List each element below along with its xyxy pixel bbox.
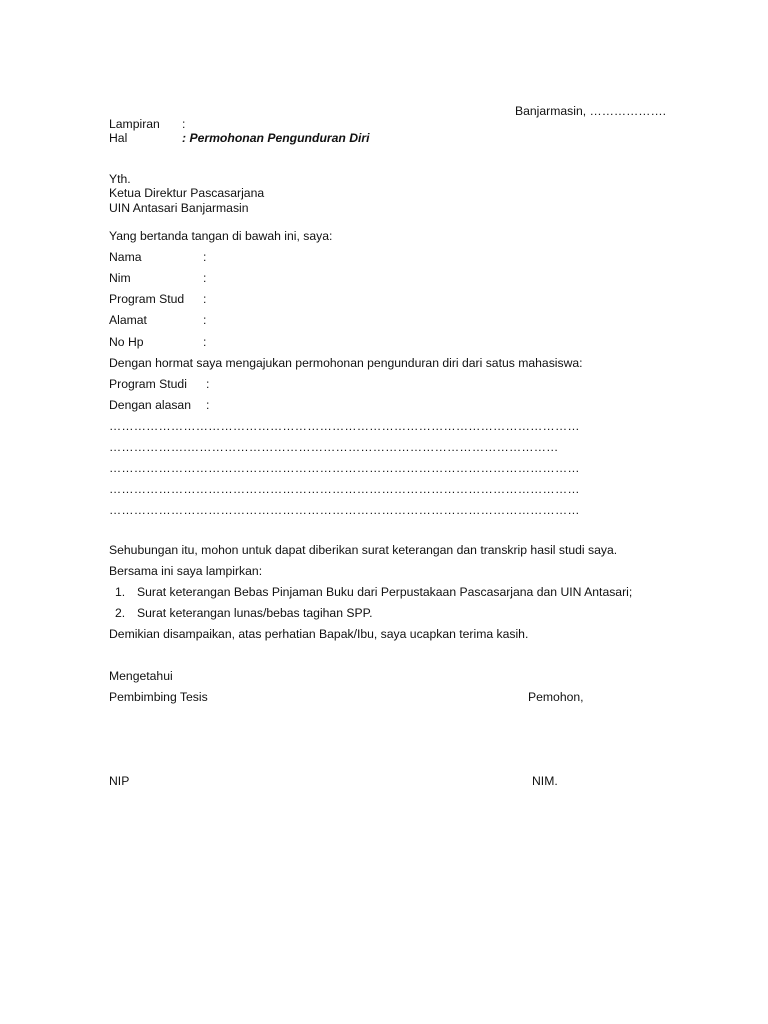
attachment-number-1: 1.	[115, 585, 126, 599]
nim-label: NIM.	[532, 774, 558, 788]
field-colon-program-stud: :	[203, 292, 207, 306]
lampirkan-text: Bersama ini saya lampirkan:	[109, 564, 263, 578]
request-statement: Dengan hormat saya mengajukan permohonan pengunduran diri dari satus mahasiswa:	[109, 356, 583, 370]
field-label-alamat: Alamat	[109, 313, 147, 327]
field-label-nama: Nama	[109, 250, 142, 264]
lampiran-label: Lampiran	[109, 117, 160, 131]
field-colon-alamat: :	[203, 313, 207, 327]
reason-line-5: ……………………………………………………………………………………………………	[109, 503, 580, 517]
field-colon-no-hp: :	[203, 335, 207, 349]
field-label-program-stud: Program Stud	[109, 292, 185, 306]
request-colon-alasan: :	[206, 398, 210, 412]
request-label-alasan: Dengan alasan	[109, 398, 191, 412]
pemohon-label: Pemohon,	[528, 690, 584, 704]
hal-subject: : Permohonan Pengunduran Diri	[182, 131, 370, 145]
field-colon-nama: :	[203, 250, 207, 264]
recipient-yth: Yth.	[109, 172, 131, 186]
reason-line-3: ……………………………………………………………………………………………………	[109, 461, 580, 475]
place-date: Banjarmasin, ……………….	[515, 104, 667, 118]
reason-line-1: ……………………………………………………………………………………………………	[109, 419, 580, 433]
mengetahui-label: Mengetahui	[109, 669, 173, 683]
field-colon-nim: :	[203, 271, 207, 285]
recipient-line-1: Ketua Direktur Pascasarjana	[109, 186, 265, 200]
attachment-text-2: Surat keterangan lunas/bebas tagihan SPP.	[137, 606, 373, 620]
sehubungan-text: Sehubungan itu, mohon untuk dapat diberikan surat keterangan dan transkrip hasil studi saya.	[109, 543, 618, 557]
closing-text: Demikian disampaikan, atas perhatian Bapak/Ibu, saya ucapkan terima kasih.	[109, 627, 529, 641]
request-label-program-studi: Program Studi	[109, 377, 187, 391]
reason-line-4: ……………………………………………………………………………………………………	[109, 482, 580, 496]
recipient-line-2: UIN Antasari Banjarmasin	[109, 201, 249, 215]
hal-label: Hal	[109, 131, 128, 145]
field-label-no-hp: No Hp	[109, 335, 144, 349]
request-colon-program-studi: :	[206, 377, 210, 391]
pembimbing-label: Pembimbing Tesis	[109, 690, 208, 704]
attachment-text-1: Surat keterangan Bebas Pinjaman Buku dari Perpustakaan Pascasarjana dan UIN Antasari;	[137, 585, 633, 599]
field-label-nim: Nim	[109, 271, 131, 285]
lampiran-colon: :	[182, 117, 186, 131]
attachment-number-2: 2.	[115, 606, 126, 620]
intro-text: Yang bertanda tangan di bawah ini, saya:	[109, 229, 333, 243]
nip-label: NIP	[109, 774, 130, 788]
reason-line-2: ……………….………………………………………………………………………………	[109, 440, 559, 454]
